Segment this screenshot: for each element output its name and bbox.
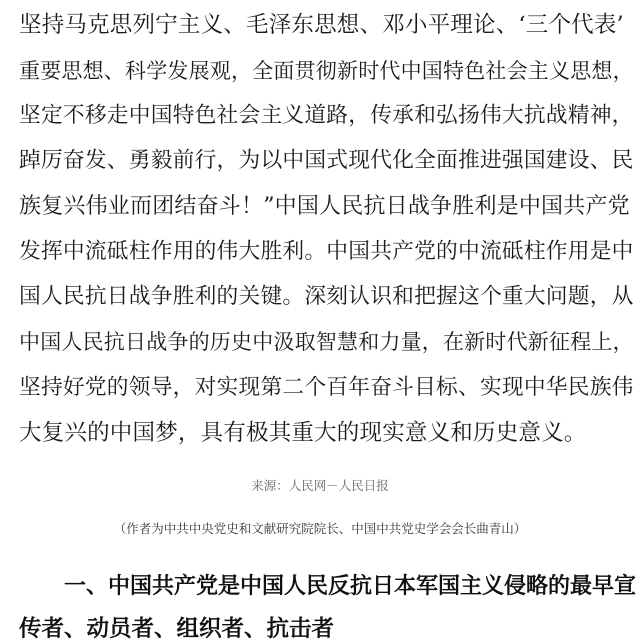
source-attribution: 来源：人民网－人民日报 (251, 478, 389, 493)
body-text-line: 中国人民抗日战争的历史中汲取智慧和力量，在新时代新征程上， (19, 330, 634, 354)
section-heading-line: 传者、动员者、组织者、抗击者 (19, 616, 335, 642)
body-text-line: 大复兴的中国梦，具有极其重大的现实意义和历史意义。 (19, 420, 587, 446)
body-text-line: 坚持好党的领导，对实现第二个百年奋斗目标、实现中华民族伟 (19, 375, 634, 400)
author-note: （作者为中共中央党史和文献研究院院长、中国中共党史学会会长曲青山） (113, 521, 527, 536)
section-heading-line: 一、中国共产党是中国人民反抗日本军国主义侵略的最早宣 (64, 574, 637, 599)
body-text-line: 坚持马克思列宁主义、毛泽东思想、邓小平理论、‘三个代表’ (19, 12, 624, 38)
body-text-line: 国人民抗日战争胜利的关键。深刻认识和把握这个重大问题，从 (19, 284, 634, 309)
body-text-line: 发挥中流砥柱作用的伟大胜利。中国共产党的中流砥柱作用是中 (19, 239, 634, 264)
body-text-line: 族复兴伟业而团结奋斗！”中国人民抗日战争胜利是中国共产党 (19, 194, 630, 219)
body-text-line: 重要思想、科学发展观，全面贯彻新时代中国特色社会主义思想， (19, 59, 634, 83)
body-text-line: 踔厉奋发、勇毅前行，为以中国式现代化全面推进强国建设、民 (19, 148, 634, 173)
body-text-line: 坚定不移走中国特色社会主义道路，传承和弘扬伟大抗战精神， (19, 103, 634, 128)
